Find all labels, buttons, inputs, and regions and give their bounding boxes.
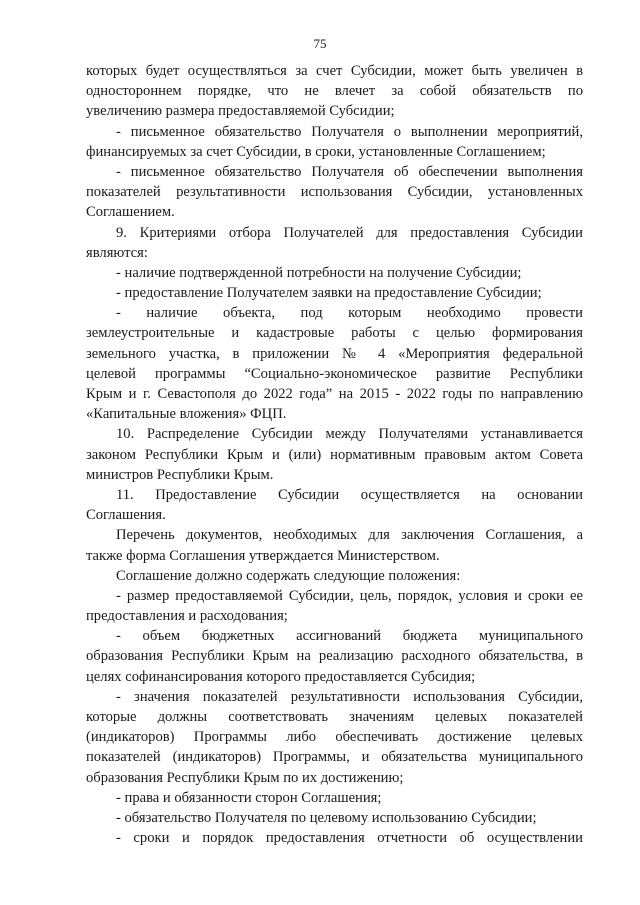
text-line: - наличие подтвержденной потребности на получение Субсидии; — [116, 264, 522, 281]
text-line: 11. Предоставление Субсидии осуществляется на основании — [116, 486, 583, 503]
text-line: которых будет осуществляться за счет Субсидии, может быть увеличен в — [86, 63, 583, 79]
text-line: - права и обязанности сторон Соглашения; — [116, 789, 382, 806]
text-line: Перечень документов, необходимых для заключения Соглашения, а — [116, 527, 583, 544]
document-body — [86, 61, 583, 848]
text-line: - значения показателей результативности использования Субсидии, — [116, 688, 583, 705]
text-line: - предоставление Получателем заявки на предоставление Субсидии; — [116, 285, 542, 302]
text-line: Соглашением. — [86, 204, 175, 221]
text-line: 10. Распределение Субсидии между Получателями устанавливается — [116, 426, 583, 443]
text-line: министров Республики Крым. — [86, 466, 274, 483]
text-line: Крым и г. Севастополя до 2022 года” на 2015 - 2022 годы по направлению — [86, 386, 583, 402]
text-line: «Капитальные вложения» ФЦП. — [86, 406, 287, 423]
text-line: - обязательство Получателя по целевому использованию Субсидии; — [116, 809, 537, 826]
text-line: Соглашение должно содержать следующие положения: — [116, 567, 461, 584]
text-line: 9. Критериями отбора Получателей для предоставления Субсидии — [116, 224, 583, 241]
text-line: - размер предоставляемой Субсидии, цель, порядок, условия и сроки ее — [116, 587, 583, 604]
text-line: - наличие объекта, под которым необходимо провести — [116, 305, 583, 322]
text-line: целях софинансирования которого предоставляется Субсидия; — [86, 668, 476, 685]
text-line: также форма Соглашения утверждается Министерством. — [86, 547, 440, 564]
text-line: показателей (индикаторов) Программы, и обязательства муниципального — [86, 749, 583, 766]
text-line: образования Республики Крым по их достижению; — [86, 769, 404, 786]
text-line: - письменное обязательство Получателя о выполнении мероприятий, — [116, 123, 583, 140]
text-line: являются: — [86, 244, 148, 261]
text-line: образования Республики Крым на реализацию расходного обязательства, в — [86, 648, 583, 665]
text-line: (индикаторов) Программы либо обеспечивать достижение целевых — [86, 729, 583, 746]
text-line: предоставления и расходования; — [86, 608, 288, 625]
text-line: землеустроительные и кадастровые работы с целью формирования — [86, 325, 583, 342]
text-line: которые должны соответствовать значениям целевых показателей — [86, 709, 583, 725]
text-line: законом Республики Крым и (или) нормативным правовым актом Совета — [86, 446, 583, 463]
text-line: - письменное обязательство Получателя об обеспечении выполнения — [116, 163, 583, 180]
text-line: - сроки и порядок предоставления отчетности об осуществлении — [116, 830, 583, 847]
text-line: целевой программы “Социально-экономическое развитие Республики — [86, 365, 583, 382]
text-line: земельного участка, в приложении № 4 «Мероприятия федеральной — [86, 345, 583, 362]
text-line: показателей результативности использования Субсидии, установленных — [86, 184, 583, 201]
text-line: увеличению размера предоставляемой Субсидии; — [86, 103, 395, 120]
text-line: финансируемых за счет Субсидии, в сроки, установленные Соглашением; — [86, 143, 546, 160]
text-line: - объем бюджетных ассигнований бюджета муниципального — [116, 628, 583, 645]
page-number: 75 — [313, 36, 327, 51]
text-line: Соглашения. — [86, 507, 166, 524]
text-line: одностороннем порядке, что не влечет за собой обязательств по — [86, 83, 583, 100]
